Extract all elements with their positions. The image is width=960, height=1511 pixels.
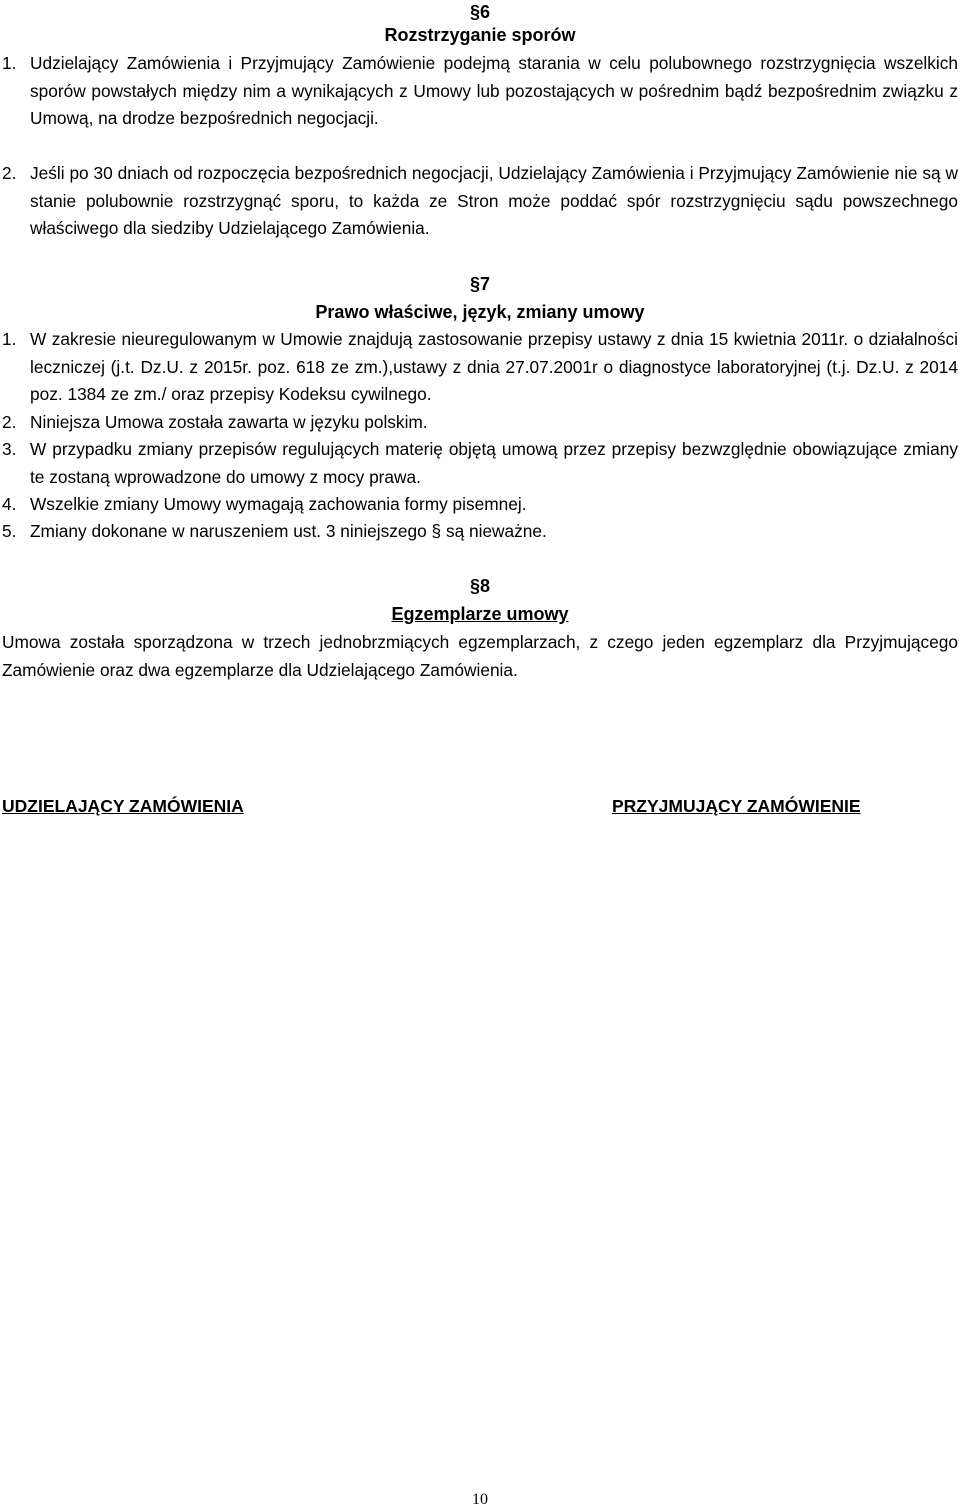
item-text: Udzielający Zamówienia i Przyjmujący Zamówienie podejmą starania w celu polubownego rozstrzygnięcia wszelkich sporów powstałych między nim a wynikających z Umowy lub pozostających w pośrednim bądź bezpośrednim związku z Umową, na drodze bezpośrednich negocjacji. — [30, 53, 958, 128]
section-8-text: Umowa została sporządzona w trzech jednobrzmiących egzemplarzach, z czego jeden egzemplarz dla Przyjmującego Zamówienie oraz dwa egzemplarze dla Udzielającego Zamówienia. — [2, 632, 958, 680]
item-text: Wszelkie zmiany Umowy wymagają zachowania formy pisemnej. — [30, 494, 527, 514]
item-number: 4. — [2, 494, 17, 514]
section-7-item-3 — [2, 436, 958, 491]
item-number: 5. — [2, 521, 17, 541]
section-6-item-2 — [2, 160, 958, 243]
item-text: W zakresie nieuregulowanym w Umowie znajdują zastosowanie przepisy ustawy z dnia 15 kwietnia 2011r. o działalności leczniczej (j.t. Dz.U. z 2015r. poz. 618 ze zm.),ustawy z dnia 27.07.2001r o diagnostyce laboratoryjnej (t.j. Dz.U. z 2014 poz. 1384 ze zm./ oraz przepisy Kodeksu cywilnego. — [30, 329, 958, 404]
page-number: 10 — [472, 1491, 488, 1508]
signature-label-contractor: PRZYJMUJĄCY ZAMÓWIENIE — [612, 796, 861, 816]
section-7-item-1 — [2, 326, 958, 409]
section-6-title: Rozstrzyganie sporów — [384, 25, 576, 45]
section-7-title: Prawo właściwe, język, zmiany umowy — [315, 302, 645, 322]
section-7-symbol: §7 — [469, 274, 491, 294]
item-number: 1. — [2, 329, 17, 349]
signature-label-ordering-party: UDZIELAJĄCY ZAMÓWIENIA — [2, 796, 244, 816]
item-number: 1. — [2, 53, 17, 73]
section-7-item-4 — [2, 491, 958, 519]
item-number: 3. — [2, 439, 17, 459]
section-6-symbol: §6 — [469, 2, 491, 22]
item-text: W przypadku zmiany przepisów regulujących materię objętą umową przez przepisy bezwzględnie obowiązujące zmiany te zostaną wprowadzone do umowy z mocy prawa. — [30, 439, 958, 487]
section-6-item-1 — [2, 50, 958, 133]
section-7-item-5 — [2, 518, 958, 546]
item-number: 2. — [2, 163, 17, 183]
item-number: 2. — [2, 412, 17, 432]
section-8-title: Egzemplarze umowy — [391, 604, 569, 624]
section-8-symbol: §8 — [469, 576, 491, 596]
item-text: Zmiany dokonane w naruszeniem ust. 3 niniejszego § są nieważne. — [30, 521, 547, 541]
item-text: Niniejsza Umowa została zawarta w języku polskim. — [30, 412, 428, 432]
item-text: Jeśli po 30 dniach od rozpoczęcia bezpośrednich negocjacji, Udzielający Zamówienia i Przyjmujący Zamówienie nie są w stanie polubownie rozstrzygnąć sporu, to każda ze Stron może poddać spór rozstrzygnięciu sądu powszechnego właściwego dla siedziby Udzielającego Zamówienia. — [30, 163, 958, 238]
section-7-item-2 — [2, 409, 958, 437]
